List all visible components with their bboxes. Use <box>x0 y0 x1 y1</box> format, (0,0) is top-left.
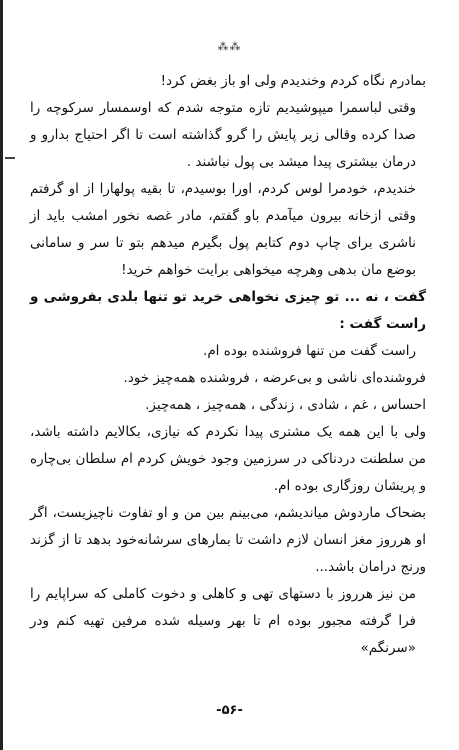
paragraph-5: راست گفت من تنها فروشنده بوده ام. <box>203 343 416 359</box>
section-ornament: ⁂⁂ <box>217 40 242 53</box>
paragraph-9: بضحاک ماردوش میاندیشم، می‌بینم بین من و او تفاوت ناچیزیست، اگر او هرروز مغز انسان لازم داشت تا بمارهای سرشانه‌خود بدهد تا از گزند ورنج درامان باشد... <box>30 505 426 575</box>
paragraph-3: خندیدم، خودمرا لوس کردم، اورا بوسیدم، تا بقیه پولهارا از او گرفتم وقتی ازخانه بیرون میآمدم باو گفتم، مادر غصه نخور امشب باید از ناشری برای چاپ دوم کتابم پول بگیرم میدهم بتو تا سر و سامانی بوضع مان بدهی وهرچه میخواهی برایت خواهم خرید! <box>30 181 416 278</box>
paragraph-8: ولی با این همه یک مشتری پیدا نکردم که نیازی، بکالایم داشته باشد، من سلطنت دردناکی در سرزمین وجود خویش کردم ام سلطان بی‌چاره و پریشان روزگاری بوده ام. <box>30 424 426 494</box>
paragraph-10: من نیز هرروز با دستهای تهی و کاهلی و دخوت کاملی که سراپایم را فرا گرفته مجبور بوده ام تا بهر وسیله شده مرفین تهیه کنم ودر «سرنگم» <box>30 586 416 656</box>
page-edge-shadow <box>0 0 3 750</box>
body-text <box>30 68 426 662</box>
page-number: -۵۶- <box>216 703 243 718</box>
margin-mark <box>5 157 15 159</box>
paragraph-2: وقتی لباسمرا میپوشیدیم تازه متوجه شدم که اوسمسار سرکوچه را صدا کرده وقالی زیر پایش را گرو گذاشته است تا اگر احتیاج بدارو و درمان بیشتری پیدا میشد بی پول نباشند . <box>30 100 416 170</box>
paragraph-4: گفت ، نه ... تو چیزی نخواهی خرید تو تنها بلدی بفروشی و راست گفت : <box>30 289 426 332</box>
paragraph-6: فروشنده‌ای ناشی و بی‌عرضه ، فروشنده همه‌چیز خود. <box>123 370 426 386</box>
paragraph-1: بمادرم نگاه کردم وخندیدم ولی او باز بغض کرد! <box>160 73 426 89</box>
paragraph-7: احساس ، غم ، شادی ، زندگی ، همه‌چیز ، همه‌چیز. <box>145 397 426 413</box>
